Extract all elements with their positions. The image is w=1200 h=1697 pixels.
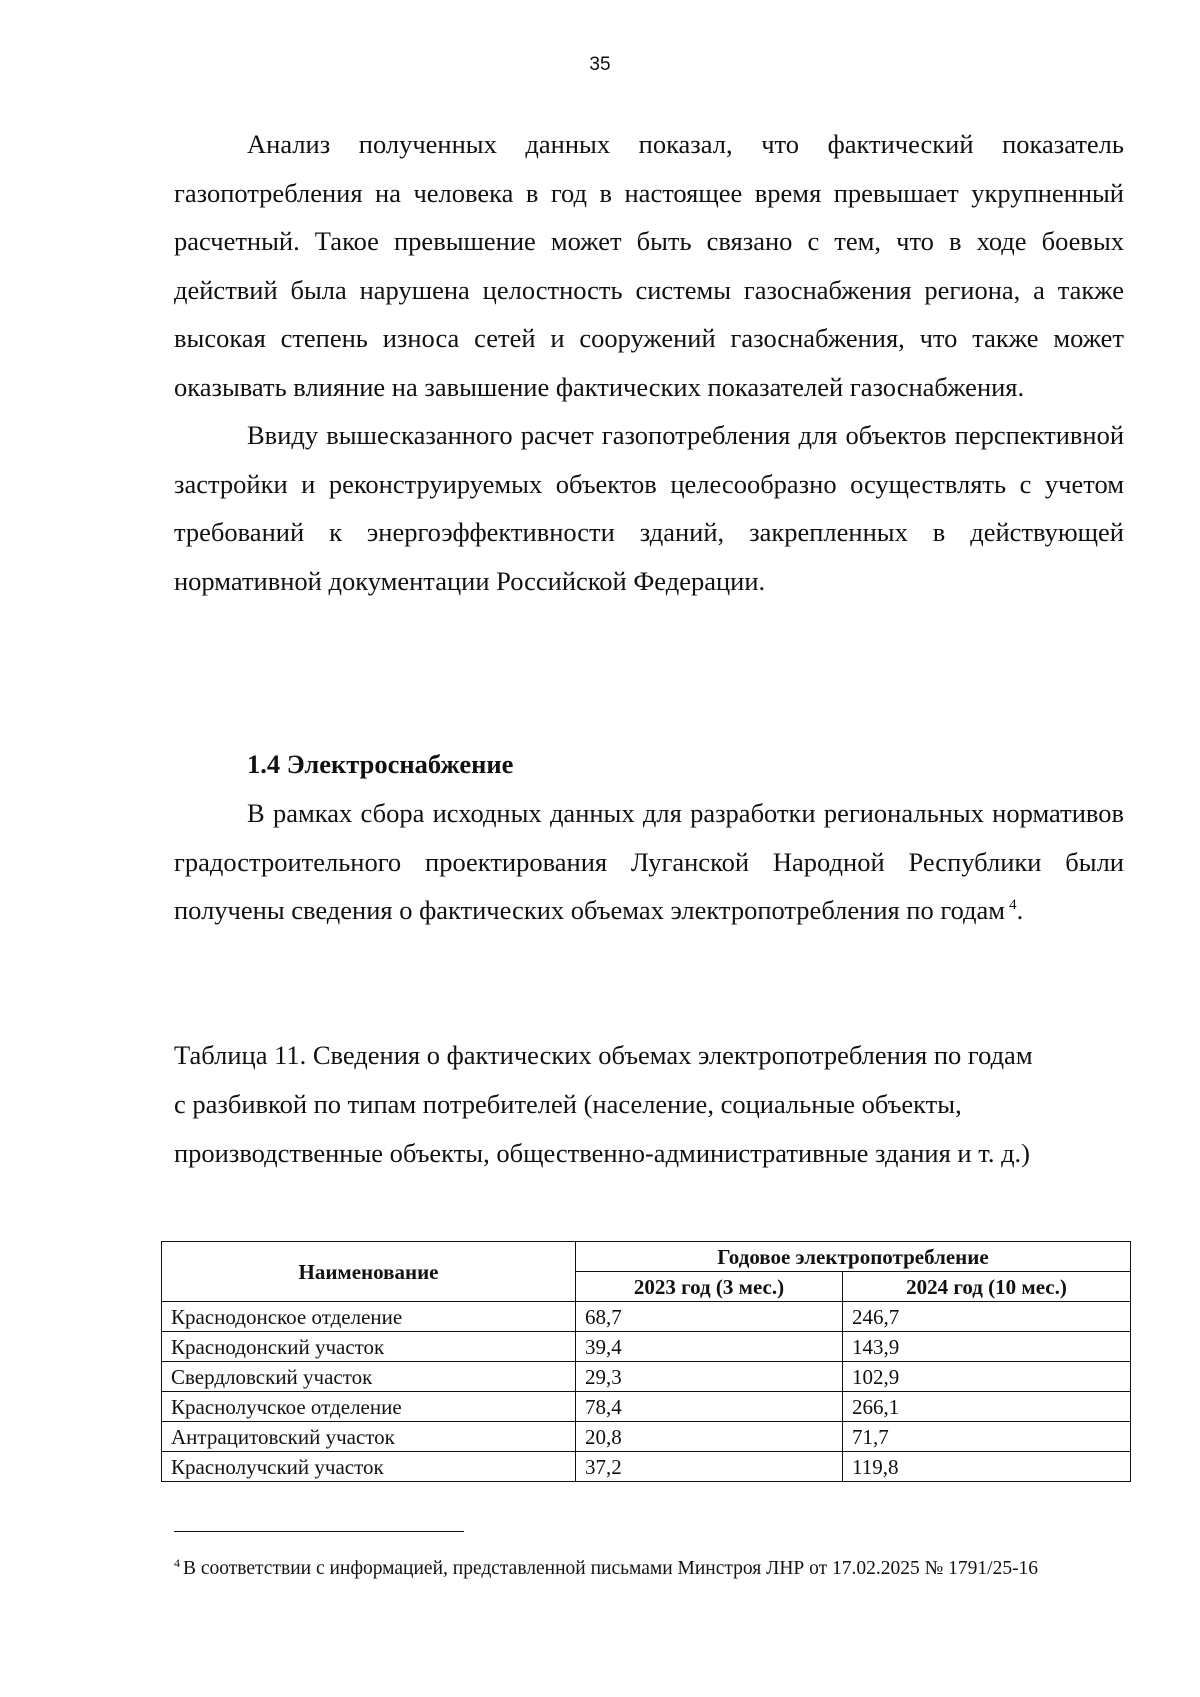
footnote-text: В соответствии с информацией, представленной письмами Минстроя ЛНР от 17.02.2025 № 1791/25-16 bbox=[183, 1558, 1039, 1579]
cell-2023: 68,7 bbox=[576, 1302, 843, 1332]
table-row bbox=[162, 1392, 1131, 1422]
body-text-gas bbox=[174, 120, 1124, 605]
cell-name: Свердловский участок bbox=[162, 1362, 576, 1392]
paragraph-end: . bbox=[1016, 895, 1024, 925]
paragraph bbox=[174, 789, 1124, 935]
paragraph: Ввиду вышесказанного расчет газопотребления для объектов перспективной застройки и реконструируемых объектов целесообразно осуществлять с учетом требований к энергоэффективности зданий, закрепленных в действующей нормативной документации Российской Федерации. bbox=[174, 420, 1124, 596]
cell-name: Краснодонский участок bbox=[162, 1332, 576, 1362]
cell-name: Антрацитовский участок bbox=[162, 1422, 576, 1452]
section-heading: 1.4 Электроснабжение bbox=[247, 749, 514, 779]
caption-line: производственные объекты, общественно-административные здания и т. д.) bbox=[174, 1138, 1030, 1168]
header-2023: 2023 год (3 мес.) bbox=[576, 1272, 843, 1302]
cell-2024: 119,8 bbox=[843, 1452, 1131, 1482]
table-row bbox=[162, 1362, 1131, 1392]
footnote-divider bbox=[174, 1531, 464, 1532]
cell-2023: 37,2 bbox=[576, 1452, 843, 1482]
header-group: Годовое электропотребление bbox=[576, 1242, 1131, 1272]
cell-2023: 20,8 bbox=[576, 1422, 843, 1452]
cell-name: Краснолучское отделение bbox=[162, 1392, 576, 1422]
cell-name: Краснодонское отделение bbox=[162, 1302, 576, 1332]
cell-2023: 78,4 bbox=[576, 1392, 843, 1422]
header-2024: 2024 год (10 мес.) bbox=[843, 1272, 1131, 1302]
footnote bbox=[174, 1556, 1038, 1582]
table-header-row bbox=[162, 1242, 1131, 1272]
table-row bbox=[162, 1452, 1131, 1482]
cell-2023: 39,4 bbox=[576, 1332, 843, 1362]
paragraph-text: В рамках сбора исходных данных для разработки региональных нормативов градостроительного проектирования Луганской Народной Республики были получены сведения о фактических объемах электропотребления по годам bbox=[174, 798, 1124, 925]
table-row bbox=[162, 1332, 1131, 1362]
header-name: Наименование bbox=[162, 1242, 576, 1302]
cell-2024: 246,7 bbox=[843, 1302, 1131, 1332]
footnote-mark: 4 bbox=[174, 1555, 180, 1570]
footnote-reference: 4 bbox=[1009, 897, 1017, 914]
caption-line: с разбивкой по типам потребителей (население, социальные объекты, bbox=[174, 1089, 962, 1119]
paragraph: Анализ полученных данных показал, что фактический показатель газопотребления на человека в год в настоящее время превышает укрупненный расчетный. Такое превышение может быть связано с тем, что в ходе боевых действий была нарушена целостность системы газоснабжения региона, а также высокая степень износа сетей и сооружений газоснабжения, что также может оказывать влияние на завышение фактических показателей газоснабжения. bbox=[174, 129, 1124, 402]
table-caption bbox=[174, 1031, 1124, 1178]
cell-name: Краснолучский участок bbox=[162, 1452, 576, 1482]
cell-2024: 143,9 bbox=[843, 1332, 1131, 1362]
cell-2024: 266,1 bbox=[843, 1392, 1131, 1422]
body-text-electric bbox=[174, 789, 1124, 935]
table-row bbox=[162, 1422, 1131, 1452]
cell-2023: 29,3 bbox=[576, 1362, 843, 1392]
table-row bbox=[162, 1302, 1131, 1332]
page-number: 35 bbox=[589, 54, 611, 75]
electricity-table bbox=[161, 1241, 1131, 1482]
caption-line: Таблица 11. Сведения о фактических объемах электропотребления по годам bbox=[174, 1040, 1033, 1070]
cell-2024: 71,7 bbox=[843, 1422, 1131, 1452]
cell-2024: 102,9 bbox=[843, 1362, 1131, 1392]
